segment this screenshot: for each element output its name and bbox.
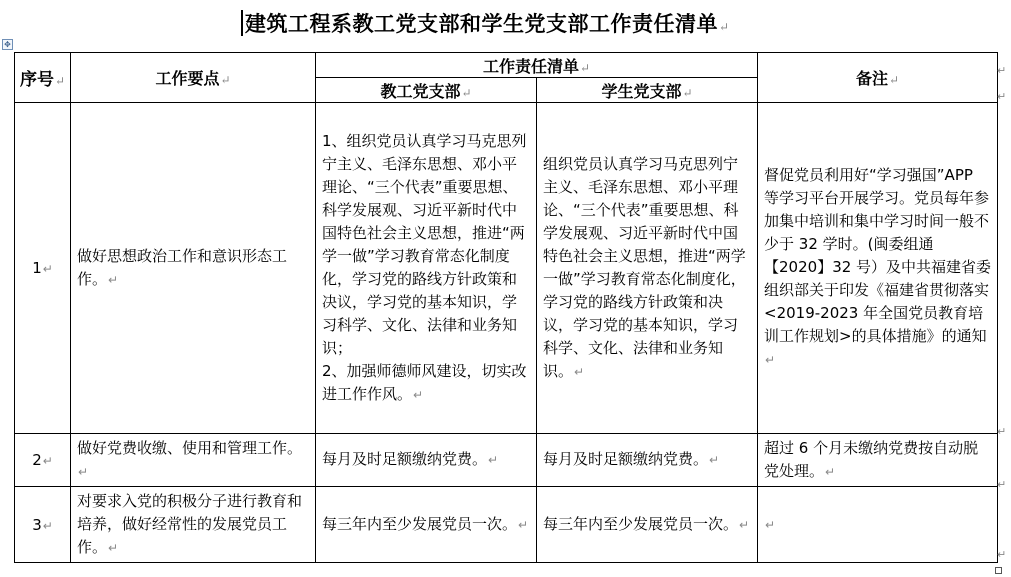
- row-end-mark: ↵: [997, 548, 1007, 561]
- row-task: 做好思想政治工作和意识形态工作。↵: [71, 103, 316, 434]
- row-task: 做好党费收缴、使用和管理工作。↵: [71, 434, 316, 487]
- header-remark: 备注↵: [758, 53, 998, 103]
- table-row: [15, 487, 998, 563]
- row-end-mark: ↵: [997, 425, 1007, 438]
- row-end-mark: ↵: [997, 64, 1007, 77]
- row-seq: 2↵: [15, 434, 71, 487]
- row-student-duty: 组织党员认真学习马克思列宁主义、毛泽东思想、邓小平理论、“三个代表”重要思想、科学发展观、习近平新时代中国特色社会主义思想，推进“两学一做”学习教育常态化制度化，学习党的路线方针政策和决议，学习党的基本知识，学习科学、文化、法律和业务知识。↵: [537, 103, 758, 434]
- paragraph-mark: ↵: [719, 20, 730, 34]
- header-row-1: [15, 53, 998, 78]
- row-faculty-duty: 每三年内至少发展党员一次。↵: [316, 487, 537, 563]
- responsibility-table: [14, 52, 998, 563]
- row-faculty-duty: 1、组织党员认真学习马克思列宁主义、毛泽东思想、邓小平理论、“三个代表”重要思想、科学发展观、习近平新时代中国特色社会主义思想，推进“两学一做”学习教育常态化制度化，学习党的路线方针政策和决议，学习党的基本知识，学习科学、文化、法律和业务知识； 2、加强师德师风建设，切实改进工作作风。↵: [316, 103, 537, 434]
- row-remark: ↵: [758, 487, 998, 563]
- header-seq: 序号↵: [15, 53, 71, 103]
- row-student-duty: 每月及时足额缴纳党费。↵: [537, 434, 758, 487]
- row-seq: 3↵: [15, 487, 71, 563]
- row-seq: 1↵: [15, 103, 71, 434]
- header-student-branch: 学生党支部↵: [537, 78, 758, 103]
- header-faculty-branch: 教工党支部↵: [316, 78, 537, 103]
- table-row: [15, 434, 998, 487]
- table-move-handle-icon[interactable]: ✥: [2, 39, 13, 50]
- row-task: 对要求入党的积极分子进行教育和培养，做好经常性的发展党员工作。↵: [71, 487, 316, 563]
- header-list-group: 工作责任清单↵: [316, 53, 758, 78]
- table-row: [15, 103, 998, 434]
- row-end-mark: ↵: [997, 478, 1007, 491]
- title-text: 建筑工程系教工党支部和学生党支部工作责任清单: [245, 11, 718, 36]
- row-student-duty: 每三年内至少发展党员一次。↵: [537, 487, 758, 563]
- document-title: [241, 8, 730, 38]
- header-task: 工作要点↵: [71, 53, 316, 103]
- row-end-mark: ↵: [997, 90, 1007, 103]
- table-resize-handle-icon[interactable]: [995, 567, 1002, 574]
- text-cursor: [241, 10, 243, 36]
- row-remark: 超过 6 个月未缴纳党费按自动脱党处理。↵: [758, 434, 998, 487]
- row-remark: 督促党员利用好“学习强国”APP 等学习平台开展学习。党员每年参加集中培训和集中学习时间一般不少于 32 学时。(闽委组通【2020】32 号）及中共福建省委组织部关于印发《福建省贯彻落实<2019-2023 年全国党员教育培训工作规划>的具体措施》的通知↵: [758, 103, 998, 434]
- row-faculty-duty: 每月及时足额缴纳党费。↵: [316, 434, 537, 487]
